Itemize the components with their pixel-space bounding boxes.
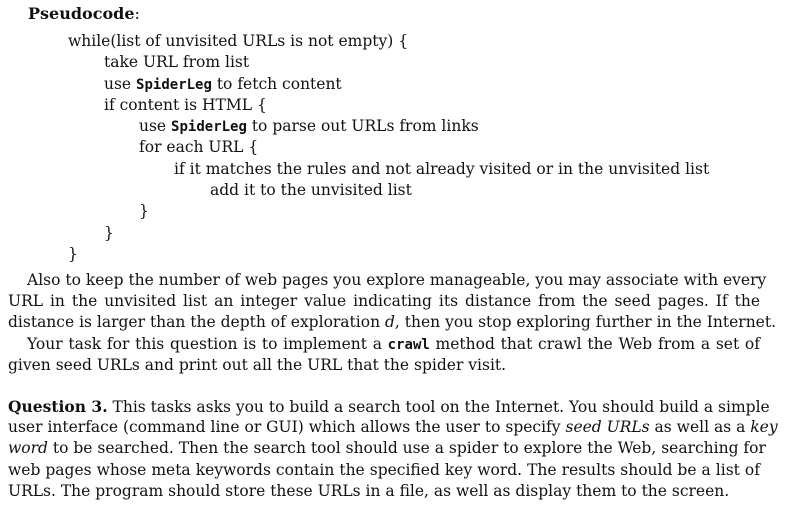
code-text: to fetch content [211, 74, 342, 93]
code-line-1: while(list of unvisited URLs is not empty) { [68, 32, 409, 50]
emphasis-seed-urls: seed URLs [565, 418, 650, 437]
emphasis-word: word [8, 439, 48, 458]
paragraph-text: Your task for this question is to implement a [27, 334, 388, 353]
paragraph-line: URL in the unvisited list an integer value indicating its distance from the seed pages. If the [8, 292, 760, 311]
paragraph-text: method that crawl the Web from a set of [429, 334, 760, 353]
code-line-3 [0, 74, 793, 95]
code-line-2: take URL from list [104, 53, 250, 72]
paragraph-text: distance is larger than the depth of exploration [8, 313, 385, 332]
paragraph-line [8, 438, 766, 459]
paragraph-line: URLs. The program should store these URLs in a file, as well as display them to the screen. [8, 481, 730, 500]
code-line-8: add it to the unvisited list [210, 181, 412, 200]
paragraph-text: , then you stop exploring further in the Internet. [394, 313, 777, 332]
question-3-paragraph [8, 396, 778, 502]
question-3-label: Question 3. [8, 397, 108, 416]
pseudocode-heading [28, 4, 140, 24]
paragraph-text: to be searched. Then the search tool should use a spider to explore the Web, searching for [47, 439, 766, 458]
paragraph-line [8, 396, 770, 417]
paragraph-line: web pages whose meta keywords contain the specified key word. The results should be a list of [8, 460, 760, 479]
code-line-4: if content is HTML { [104, 95, 267, 114]
heading-colon: : [134, 4, 140, 23]
code-line-5 [0, 116, 793, 137]
emphasis-key: key [750, 418, 778, 437]
paragraph-text: as well as a [649, 418, 751, 437]
code-line-7: if it matches the rules and not already visited or in the unvisited list [174, 159, 710, 178]
paragraph-text: This tasks asks you to build a search tool on the Internet. You should build a simple [107, 398, 770, 416]
paragraph-text: user interface (command line or GUI) which allows the user to specify [8, 418, 566, 437]
code-text: use [104, 74, 137, 93]
paragraph-line [8, 334, 760, 355]
code-text: use [139, 117, 172, 136]
crawl-description-paragraph [8, 270, 777, 376]
paragraph-line: given seed URLs and print out all the URL that the spider visit. [8, 355, 507, 374]
paragraph-line [8, 312, 777, 333]
code-identifier: SpiderLeg [136, 76, 212, 93]
paragraph-line: Also to keep the number of web pages you explore manageable, you may associate with every [27, 271, 767, 289]
code-text: to parse out URLs from links [246, 117, 479, 136]
code-line-10: } [104, 223, 114, 242]
crawl-method-name: crawl [387, 336, 430, 353]
code-line-6: for each URL { [139, 138, 259, 157]
code-line-9: } [139, 202, 149, 221]
depth-variable: d [384, 313, 395, 332]
heading-label: Pseudocode [28, 4, 135, 23]
pseudocode-block [0, 31, 793, 265]
code-line-11: } [68, 244, 78, 263]
code-identifier: SpiderLeg [171, 119, 247, 136]
paragraph-line [8, 417, 778, 438]
